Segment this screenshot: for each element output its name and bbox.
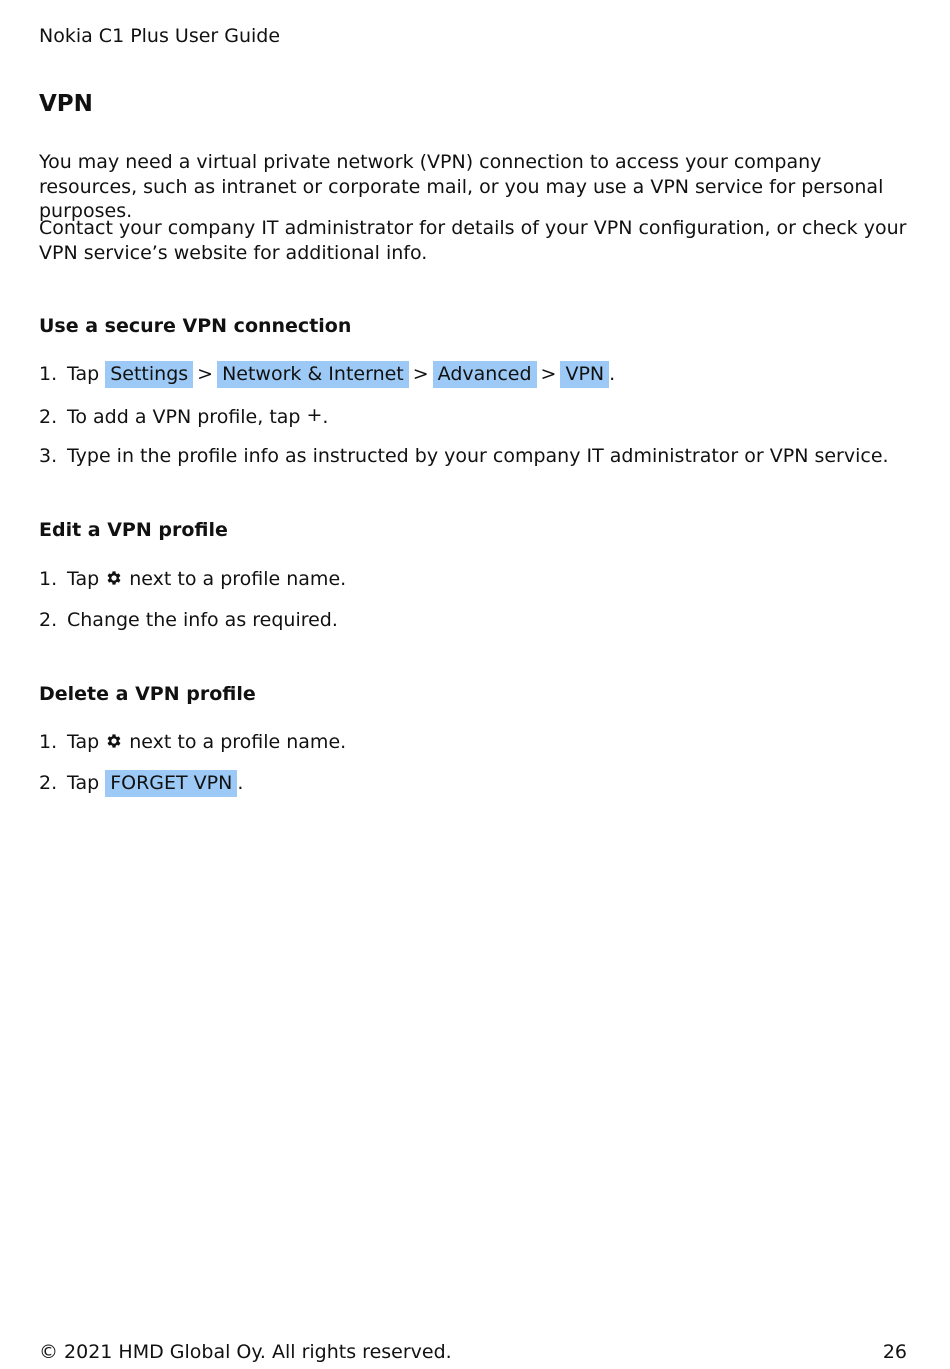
step-number: 2.: [39, 772, 58, 794]
step-number: 2.: [39, 609, 58, 631]
list-item: [39, 770, 911, 811]
page-number: 26: [882, 1341, 907, 1363]
step-text: Type in the profile info as instructed by your company IT administrator or VPN service.: [67, 445, 889, 467]
step-text: Tap: [67, 363, 100, 385]
edit-vpn-steps: [39, 566, 911, 648]
step-suffix: .: [609, 363, 616, 385]
step-text: next to a profile name.: [129, 731, 347, 753]
list-item: [39, 566, 911, 607]
manual-page: [39, 0, 911, 1369]
list-item: [39, 402, 911, 443]
ui-path-network-internet: Network & Internet: [217, 361, 409, 388]
step-suffix: .: [237, 772, 244, 794]
step-text: To add a VPN profile, tap: [67, 406, 301, 428]
list-item: [39, 729, 911, 770]
list-item: [39, 607, 911, 648]
plus-icon: +: [306, 404, 323, 426]
page-title: VPN: [39, 91, 93, 117]
section-heading-edit-vpn: Edit a VPN profile: [39, 519, 228, 541]
step-text: Tap: [67, 568, 100, 590]
list-item: [39, 443, 911, 484]
step-text: Tap: [67, 772, 100, 794]
copyright-notice: © 2021 HMD Global Oy. All rights reserved.: [39, 1341, 452, 1363]
step-number: 2.: [39, 406, 58, 428]
list-item: [39, 361, 911, 402]
step-number: 3.: [39, 445, 58, 467]
gear-icon: [105, 731, 123, 757]
ui-path-settings: Settings: [105, 361, 193, 388]
path-separator: >: [540, 363, 557, 385]
step-text: Change the info as required.: [67, 609, 338, 631]
section-heading-secure-vpn: Use a secure VPN connection: [39, 315, 352, 337]
step-text: next to a profile name.: [129, 568, 347, 590]
step-suffix: .: [322, 406, 329, 428]
path-separator: >: [197, 363, 214, 385]
step-number: 1.: [39, 568, 58, 590]
ui-path-advanced: Advanced: [433, 361, 537, 388]
ui-forget-vpn: FORGET VPN: [105, 770, 237, 797]
step-number: 1.: [39, 731, 58, 753]
intro-paragraph-2: Contact your company IT administrator for details of your VPN configuration, or check your VPN service’s website for additional info.: [39, 217, 907, 264]
intro-paragraph-1: You may need a virtual private network (VPN) connection to access your company resources, such as intranet or corporate mail, or you may use a VPN service for personal purposes.: [39, 151, 884, 222]
section-heading-delete-vpn: Delete a VPN profile: [39, 683, 256, 705]
document-header: Nokia C1 Plus User Guide: [39, 25, 281, 47]
delete-vpn-steps: [39, 729, 911, 811]
gear-icon: [105, 568, 123, 594]
path-separator: >: [412, 363, 429, 385]
step-text: Tap: [67, 731, 100, 753]
secure-vpn-steps: [39, 361, 911, 484]
ui-path-vpn: VPN: [560, 361, 609, 388]
step-number: 1.: [39, 363, 58, 385]
